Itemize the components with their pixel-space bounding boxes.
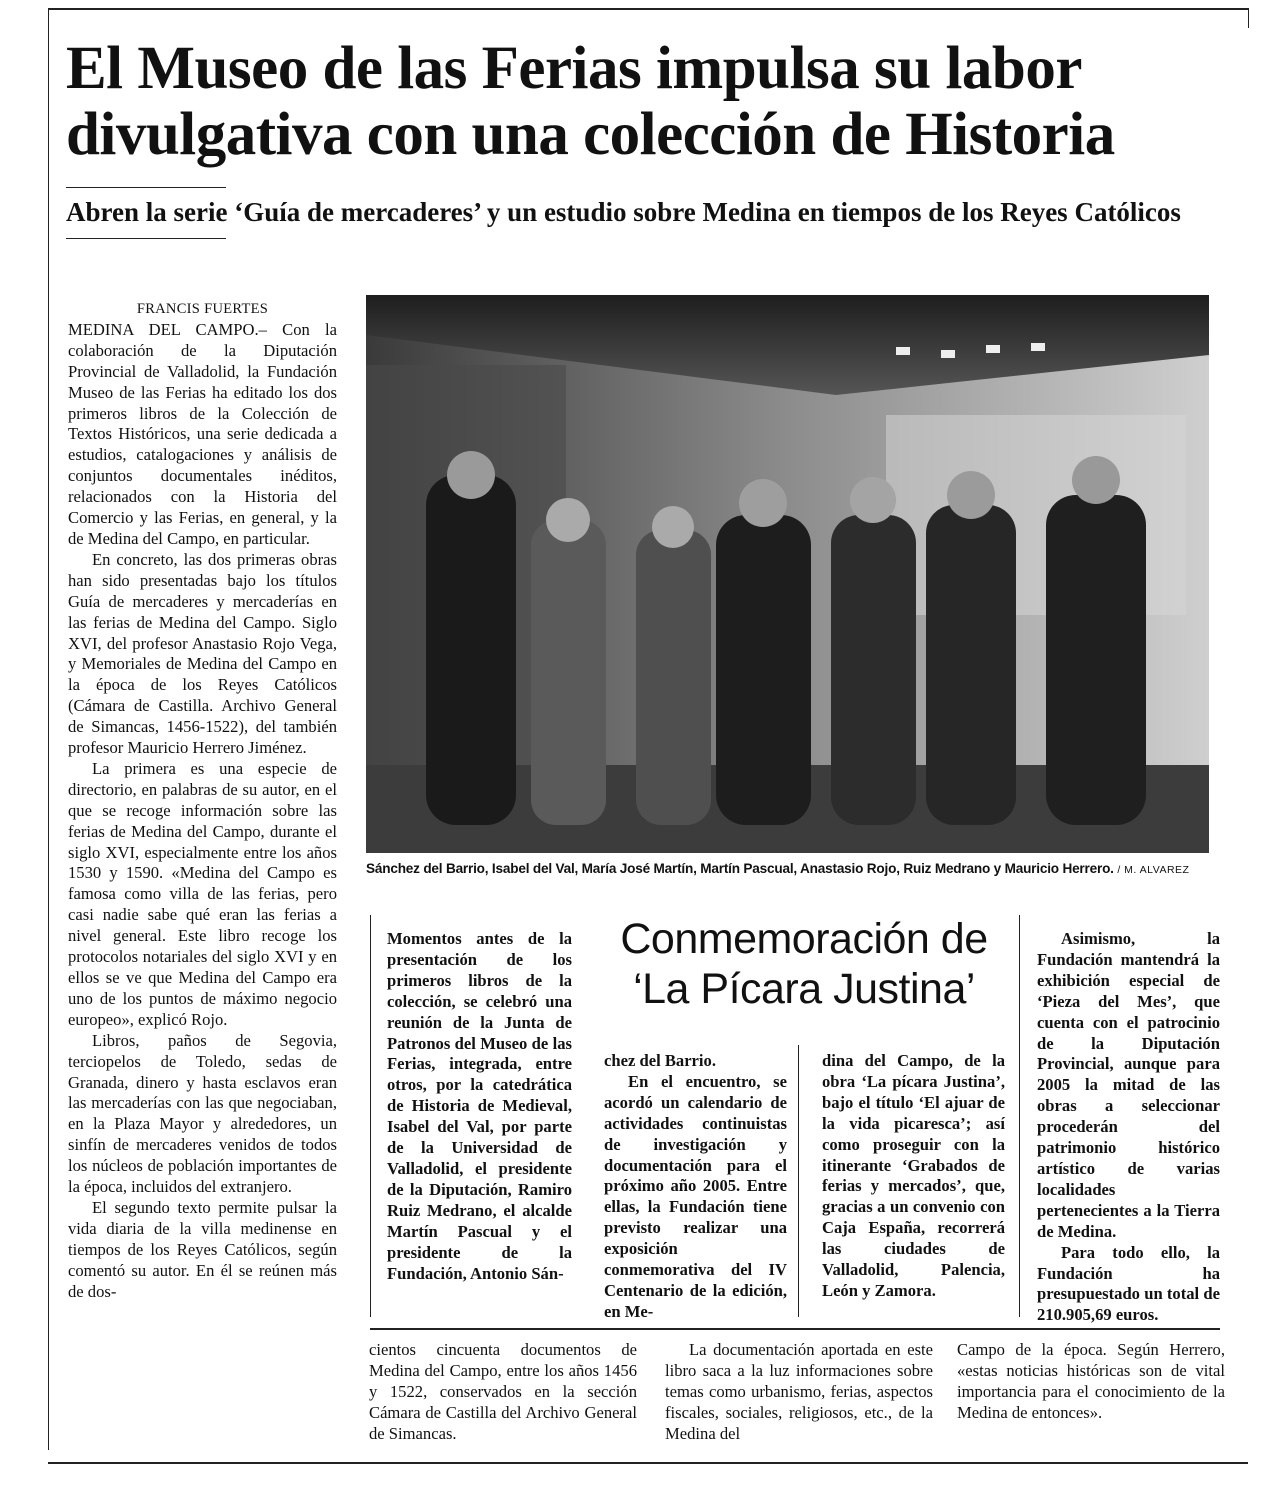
article-paragraph: Campo de la época. Según Herrero, «estas noticias históricas son de vital importancia para el conocimiento de la Medina de entonces». bbox=[957, 1340, 1225, 1422]
right-frame-rule bbox=[1248, 8, 1249, 28]
article-paragraph: La primera es una especie de directorio, en palabras de su autor, en el que se recoge información sobre las ferias de Medina del Campo, durante el siglo XVI, especialmente entre los años 1530 y 1590. «Medina del Campo es famosa como villa de las ferias, pero casi nadie sabe qué eran las ferias a nivel general. Este libro recoge los protocolos notariales del siglo XVI y en ellos se ve que Medina del Campo era uno de los puntos de máximo negocio europeo», explicó Rojo. bbox=[68, 758, 337, 1029]
headline: El Museo de las Ferias impulsa su labor divulgativa con una colección de Historia bbox=[66, 35, 1115, 168]
box-text: dina del Campo, de la obra ‘La pícara Justina’, bajo el título ‘El ajuar de la vida picaresca’; así como proseguir con la itinerante ‘Grabados de ferias y mercados’, que, gracias a un convenio con Caja España, recorrerá las ciudades de Valladolid, Palencia, León y Zamora. bbox=[822, 1051, 1005, 1300]
subheadline: Abren la serie ‘Guía de mercaderes’ y un estudio sobre Medina en tiempos de los Reyes Católicos bbox=[66, 197, 1181, 227]
article-paragraph: El segundo texto permite pulsar la vida diaria de la villa medinense en tiempos de los Reyes Católicos, según comentó su autor. En él se reúnen más de dos- bbox=[68, 1197, 337, 1301]
top-rule bbox=[48, 8, 1248, 10]
subheadline-divider bbox=[66, 238, 226, 239]
box-column-2 bbox=[604, 1051, 787, 1323]
bottom-rule bbox=[48, 1462, 1248, 1464]
box-right-rule bbox=[1019, 915, 1020, 1317]
photo-credit: / M. ALVAREZ bbox=[1117, 864, 1190, 876]
group-photo bbox=[366, 295, 1209, 853]
article-paragraph: En concreto, las dos primeras obras han sido presentadas bajo los títulos Guía de mercaderes y mercaderías en las ferias de Medina del Campo. Siglo XVI, del profesor Anastasio Rojo Vega, y Memoriales de Medina del Campo en la época de los Reyes Católicos (Cámara de Castilla. Archivo General de Simancas, 1456-1522), del también profesor Mauricio Herrero Jiménez. bbox=[68, 549, 337, 758]
photo-caption bbox=[366, 861, 1246, 876]
left-frame-rule bbox=[48, 8, 49, 1450]
continuation-column-1 bbox=[369, 1340, 637, 1445]
box-column-3 bbox=[822, 1051, 1005, 1302]
box-text: Asimismo, la Fundación mantendrá la exhibición especial de ‘Pieza del Mes’, que cuenta con el patrocinio de la Diputación Provincial, aunque para 2005 la mitad de las obras a seleccionar procederán del patrimonio histórico artístico de varias localidades pertenecientes a la Tierra de Medina. bbox=[1037, 929, 1220, 1241]
article-paragraph: cientos cincuenta documentos de Medina del Campo, entre los años 1456 y 1522, conservados en la sección Cámara de Castilla del Archivo General de Simancas. bbox=[369, 1340, 637, 1443]
main-column bbox=[68, 299, 337, 1303]
box-column-1 bbox=[387, 929, 572, 1284]
article-paragraph: La documentación aportada en este libro saca a la luz informaciones sobre temas como urbanismo, ferias, aspectos fiscales, sociales, religiosos, etc., de la Medina del bbox=[665, 1340, 933, 1443]
article-paragraph: MEDINA DEL CAMPO.– Con la colaboración de la Diputación Provincial de Valladolid, la Fundación Museo de las Ferias ha editado los dos primeros libros de la Colección de Textos Históricos, una serie dedicada a estudios, catalogaciones y análisis de conjuntos documentales inéditos, relacionados con la Historia del Comercio y las Ferias, en general, y la de Medina del Campo, en particular. bbox=[68, 319, 337, 548]
box-left-rule bbox=[370, 915, 371, 1317]
byline: FRANCIS FUERTES bbox=[136, 301, 269, 317]
box-text: Momentos antes de la presentación de los primeros libros de la colección, se celebró una reunión de la Junta de Patronos del Museo de las Ferias, integrada, entre otros, por la catedrática de Historia de Medieval, Isabel del Val, por parte de la Universidad de Valladolid, el presidente de la Diputación, Ramiro Ruiz Medrano, el alcalde Martín Pascual y el presidente de la Fundación, Antonio Sán- bbox=[387, 929, 572, 1283]
continuation-column-3 bbox=[957, 1340, 1225, 1424]
box-column-4 bbox=[1037, 929, 1220, 1326]
box-divider bbox=[798, 1045, 799, 1317]
box-text: En el encuentro, se acordó un calendario de actividades continuistas de investigación y documentación para el próximo año 2005. Entre ellas, la Fundación tiene previsto realizar una exposición conmemorativa del IV Centenario de la edición, en Me- bbox=[604, 1071, 787, 1321]
box-text: chez del Barrio. bbox=[604, 1051, 716, 1070]
box-title: Conmemoración de ‘La Pícara Justina’ bbox=[620, 915, 988, 1013]
continuation-column-2 bbox=[665, 1340, 933, 1445]
photo-illustration bbox=[366, 295, 1209, 853]
box-text: Para todo ello, la Fundación ha presupuestado un total de 210.905,69 euros. bbox=[1037, 1242, 1220, 1325]
article-paragraph: Libros, paños de Segovia, terciopelos de Toledo, sedas de Granada, dinero y hasta esclavos eran las mercaderías con las que negociaban, en la Plaza Mayor y alrededores, un sinfín de mercaderes venidos de todos los núcleos de población importantes de la época, incluidos del extranjero. bbox=[68, 1030, 337, 1197]
box-bottom-rule bbox=[370, 1328, 1220, 1330]
caption-text: Sánchez del Barrio, Isabel del Val, María José Martín, Martín Pascual, Anastasio Rojo, Ruiz Medrano y Mauricio Herrero. bbox=[366, 861, 1114, 876]
headline-divider bbox=[66, 187, 226, 188]
